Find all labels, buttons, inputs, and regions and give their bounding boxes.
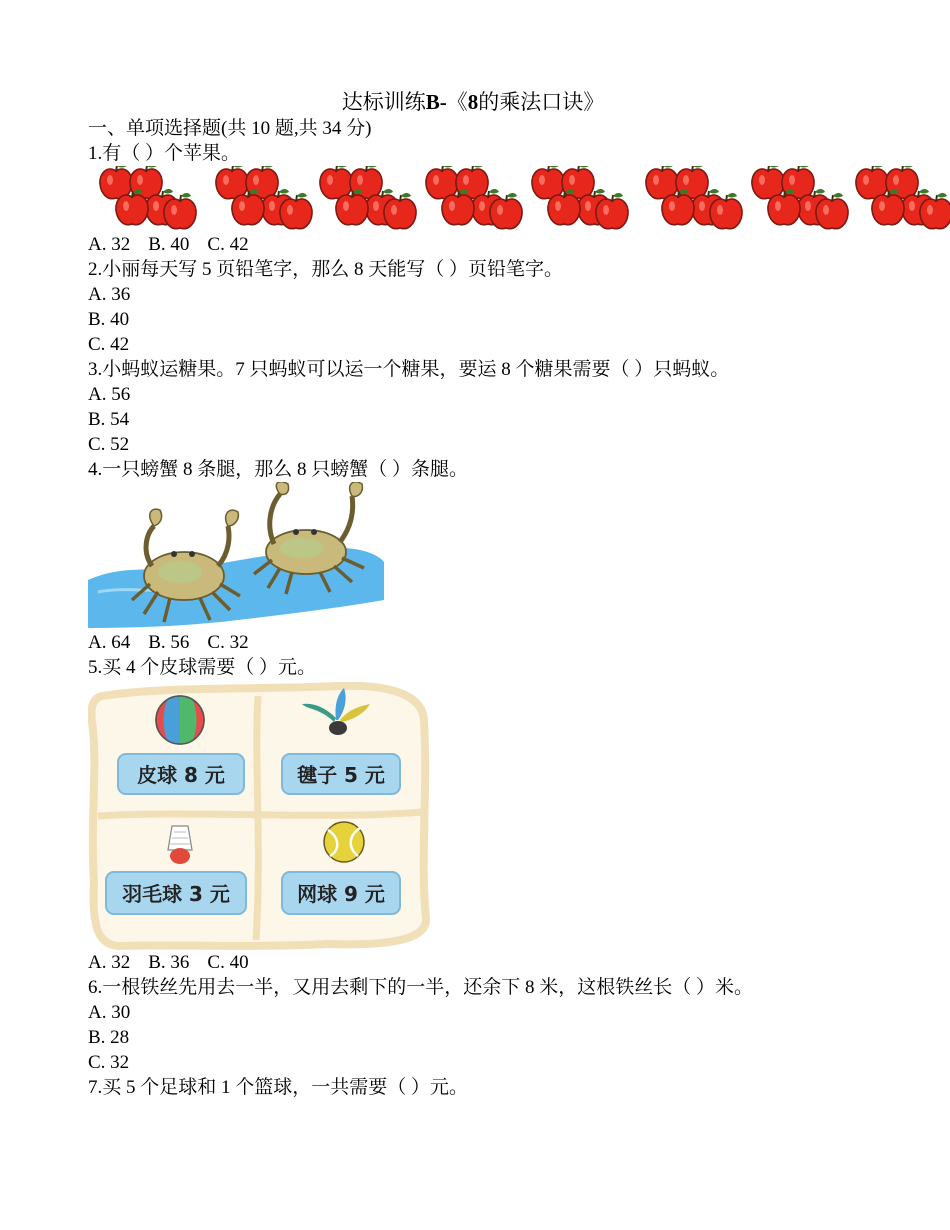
option-b[interactable]: B. 40 [88, 309, 130, 330]
option-b[interactable]: B. 54 [88, 409, 130, 430]
option-c[interactable]: C. 42 [88, 334, 130, 355]
question-1-options [88, 232, 948, 257]
crabs-figure [88, 482, 384, 630]
question-3-stem: 3.小蚂蚁运糖果。7 只蚂蚁可以运一个糖果，要运 8 个糖果需要（ ）只蚂蚁。 [88, 359, 730, 380]
tennis-ball-icon [324, 822, 364, 862]
option-a[interactable]: A. 32 [88, 952, 131, 973]
apple-group-2 [216, 166, 312, 229]
option-a[interactable]: A. 30 [88, 1002, 131, 1023]
option-b[interactable]: B. 40 [148, 234, 190, 255]
apple-group-1 [100, 166, 196, 229]
price-label-4: 网球 9 元 [297, 882, 385, 906]
option-a[interactable]: A. 64 [88, 632, 131, 653]
question-1-stem: 1.有（ ）个苹果。 [88, 143, 241, 164]
apple-group-5 [532, 166, 628, 229]
option-c[interactable]: C. 42 [207, 234, 249, 255]
question-4-options [88, 630, 948, 655]
option-b[interactable]: B. 36 [148, 952, 190, 973]
option-c[interactable]: C. 32 [88, 1052, 130, 1073]
apple-group-6 [646, 166, 742, 229]
section-heading: 一、单项选择题(共 10 题,共 34 分) [88, 118, 372, 139]
question-5-options [88, 950, 948, 975]
page-title: 达标训练B-《8的乘法口诀》 [341, 90, 605, 114]
question-4-stem: 4.一只螃蟹 8 条腿，那么 8 只螃蟹（ ）条腿。 [88, 459, 469, 480]
question-5-stem: 5.买 4 个皮球需要（ ）元。 [88, 657, 317, 678]
price-label-3: 羽毛球 3 元 [122, 882, 230, 906]
question-7-stem: 7.买 5 个足球和 1 个篮球，一共需要（ ）元。 [88, 1077, 469, 1098]
option-c[interactable]: C. 40 [207, 952, 249, 973]
price-board-figure [88, 682, 430, 950]
option-b[interactable]: B. 28 [88, 1027, 130, 1048]
option-c[interactable]: C. 52 [88, 434, 130, 455]
apples-figure [94, 166, 950, 232]
beach-ball-icon [156, 696, 204, 744]
option-a[interactable]: A. 56 [88, 384, 131, 405]
option-a[interactable]: A. 36 [88, 284, 131, 305]
apple-group-3 [320, 166, 416, 229]
price-label-2: 毽子 5 元 [297, 763, 385, 787]
price-label-1: 皮球 8 元 [137, 763, 225, 787]
apple-group-8 [856, 166, 950, 229]
question-6-stem: 6.一根铁丝先用去一半，又用去剩下的一半，还余下 8 米，这根铁丝长（ ）米。 [88, 977, 754, 998]
option-c[interactable]: C. 32 [207, 632, 249, 653]
apple-group-7 [752, 166, 848, 229]
apple-group-4 [426, 166, 522, 229]
document-page [88, 88, 948, 1100]
option-b[interactable]: B. 56 [148, 632, 190, 653]
question-2-stem: 2.小丽每天写 5 页铅笔字，那么 8 天能写（ ）页铅笔字。 [88, 259, 564, 280]
option-a[interactable]: A. 32 [88, 234, 131, 255]
badminton-shuttle-icon [168, 826, 192, 864]
